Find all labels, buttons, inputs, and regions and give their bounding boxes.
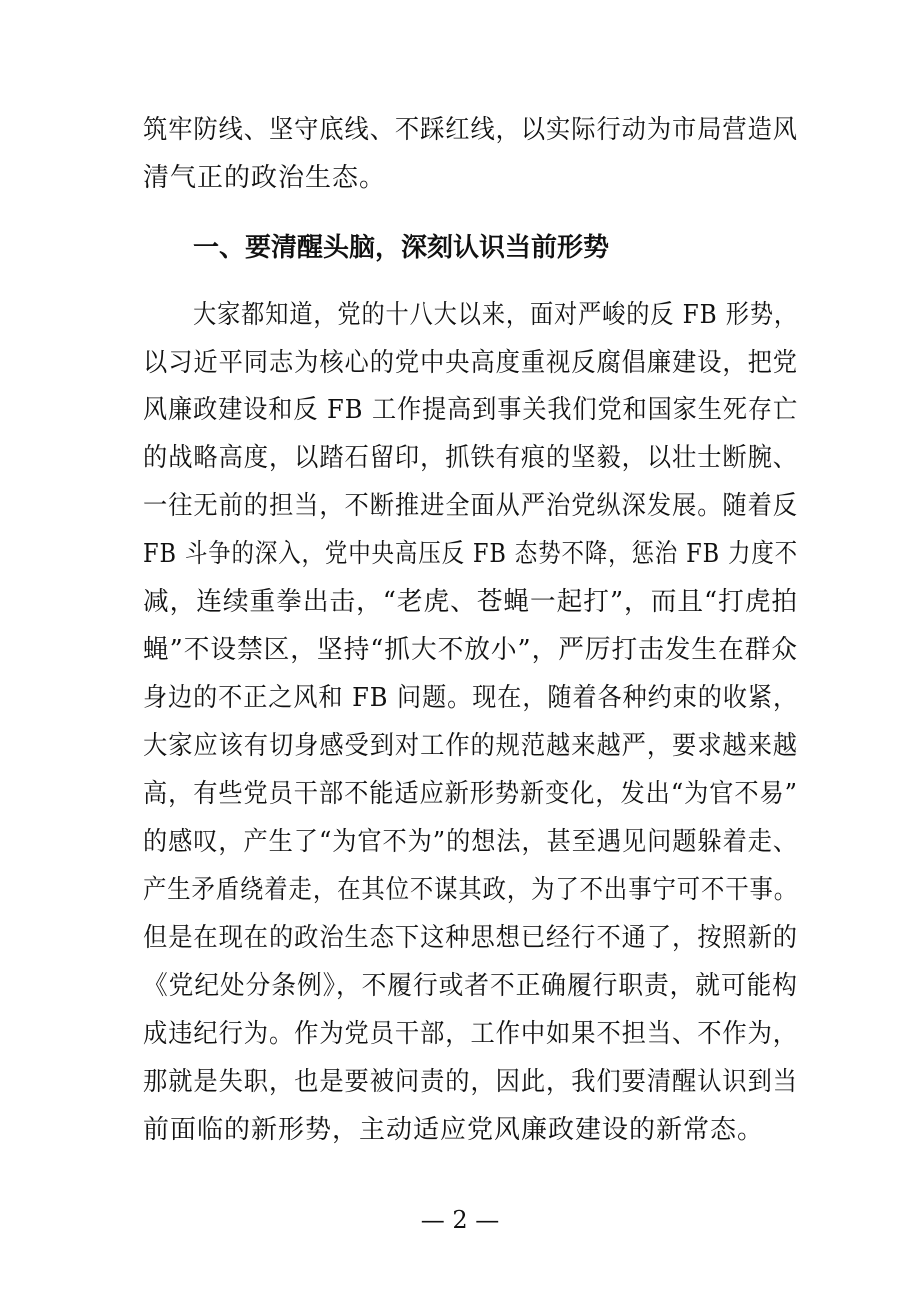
paragraph-line-18: 前面临的新形势，主动适应党风廉政建设的新常态。 [143, 1115, 765, 1145]
paragraph-line-7: 减，连续重拳出击，“老虎、苍蝇一起打”，而且“打虎拍 [143, 587, 798, 617]
intro-line-1: 筑牢防线、坚守底线、不踩红线，以实际行动为市局营造风 [143, 115, 798, 145]
intro-line-2: 清气正的政治生态。 [143, 163, 387, 193]
paragraph-line-4: 的战略高度，以踏石留印，抓铁有痕的坚毅，以壮士断腕、 [143, 443, 798, 473]
paragraph-line-14: 但是在现在的政治生态下这种思想已经行不通了，按照新的 [143, 923, 798, 953]
paragraph-line-11: 高，有些党员干部不能适应新形势新变化，发出“为官不易” [143, 779, 798, 809]
page-number: — 2 — [420, 1206, 500, 1234]
paragraph-line-2: 以习近平同志为核心的党中央高度重视反腐倡廉建设，把党 [143, 348, 798, 378]
paragraph-line-13: 产生矛盾绕着走，在其位不谋其政，为了不出事宁可不干事。 [143, 875, 799, 905]
paragraph-line-12: 的感叹，产生了“为官不为”的想法，甚至遇见问题躲着走、 [143, 827, 798, 857]
paragraph-line-9: 身边的不正之风和 FB 问题。现在，随着各种约束的收紧， [143, 683, 799, 713]
paragraph-line-3: 风廉政建设和反 FB 工作提高到事关我们党和国家生死存亡 [143, 395, 799, 425]
section-heading: 一、要清醒头脑，深刻认识当前形势 [193, 233, 610, 263]
paragraph-line-16: 成违纪行为。作为党员干部，工作中如果不担当、不作为， [143, 1019, 798, 1049]
paragraph-line-5: 一往无前的担当，不断推进全面从严治党纵深发展。随着反 [143, 491, 798, 521]
paragraph-line-8: 蝇”不设禁区，坚持“抓大不放小”，严厉打击发生在群众 [143, 635, 798, 665]
paragraph-line-17: 那就是失职，也是要被问责的，因此，我们要清醒认识到当 [143, 1067, 798, 1097]
paragraph-line-10: 大家应该有切身感受到对工作的规范越来越严，要求越来越 [143, 731, 798, 761]
paragraph-line-6: FB 斗争的深入，党中央高压反 FB 态势不降，惩治 FB 力度不 [143, 539, 799, 569]
paragraph-line-1: 大家都知道，党的十八大以来，面对严峻的反 FB 形势， [193, 300, 798, 330]
paragraph-line-15: 《党纪处分条例》，不履行或者不正确履行职责，就可能构 [143, 971, 798, 1001]
